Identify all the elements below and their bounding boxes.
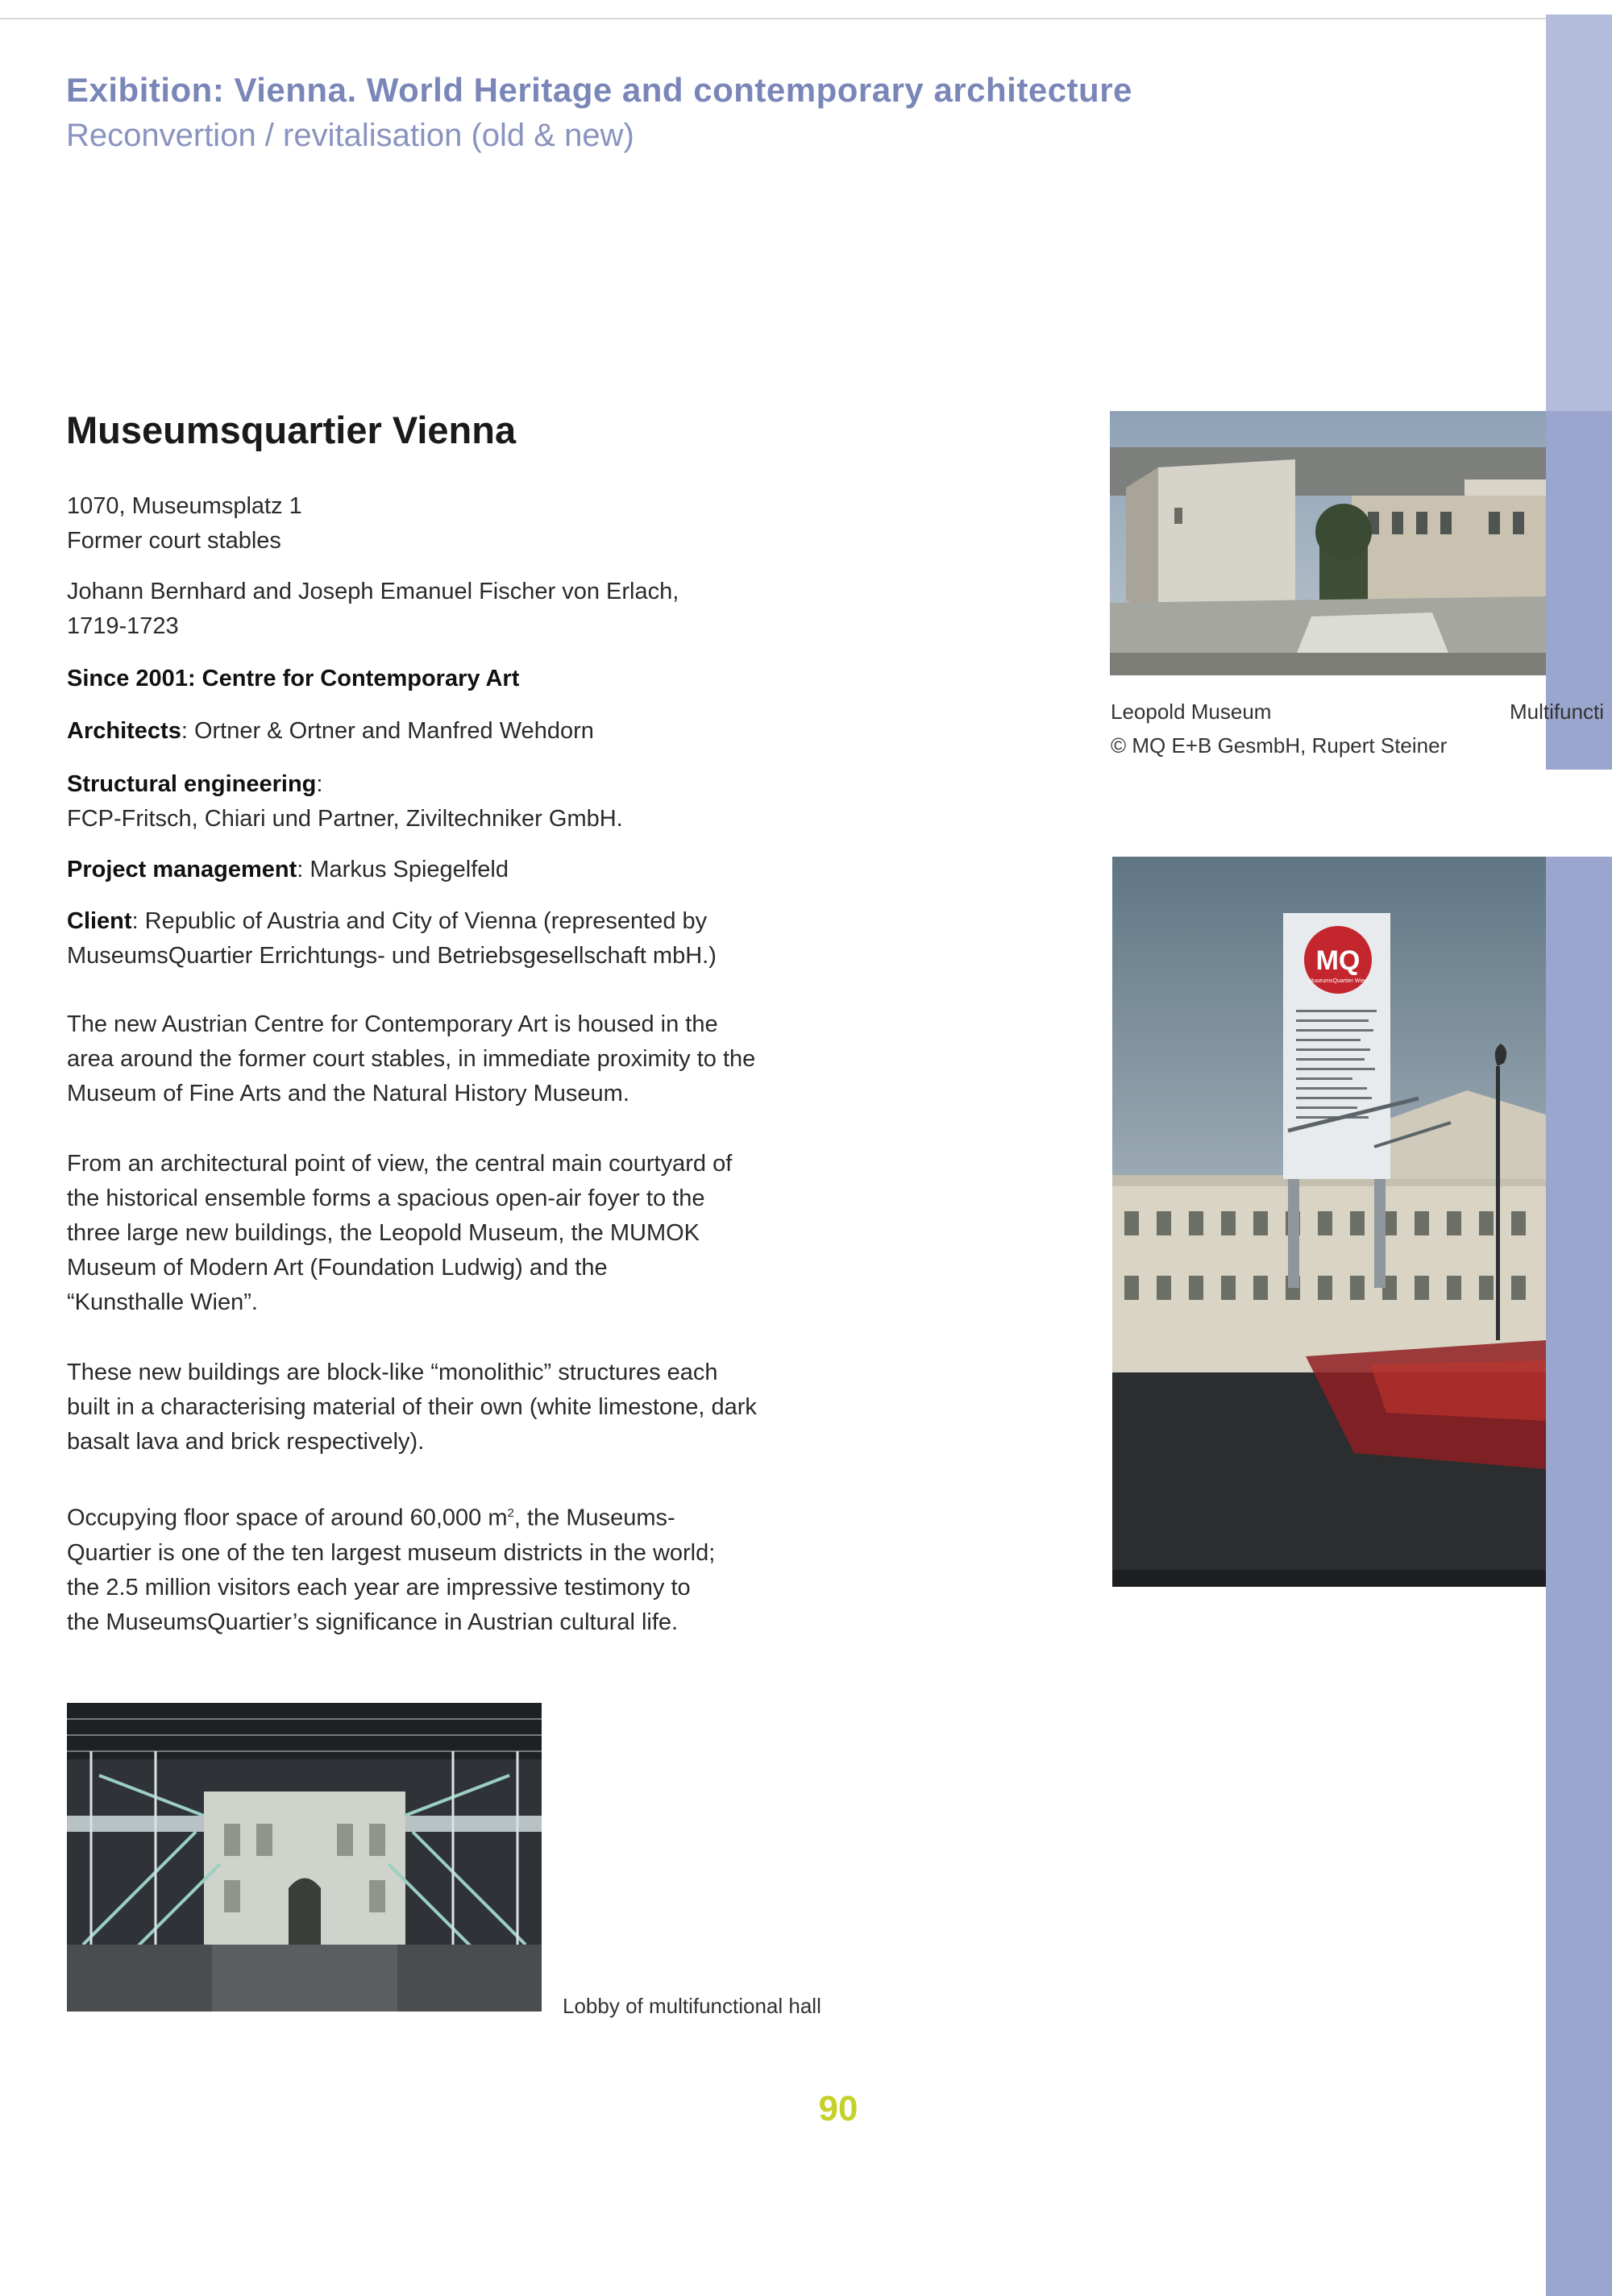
paragraph-line: the historical ensemble forms a spacious open-air foyer to the xyxy=(67,1185,705,1211)
paragraph-4 xyxy=(67,1496,825,1640)
leopold-museum-image xyxy=(1110,411,1546,675)
paragraph-line: Quartier is one of the ten largest museum districts in the world; xyxy=(67,1539,716,1566)
mq-logo-text: MQ xyxy=(1315,945,1361,976)
architects-value: : Ortner & Ortner and Manfred Wehdorn xyxy=(181,718,594,744)
client-block xyxy=(67,904,825,974)
side-stripe-gap xyxy=(1546,770,1612,857)
client-value: : Republic of Austria and City of Vienna (represented by xyxy=(131,908,708,934)
paragraph-line: area around the former court stables, in immediate proximity to the xyxy=(67,1046,756,1072)
lobby-photo xyxy=(67,1703,542,2012)
superscript: 2 xyxy=(507,1506,514,1520)
lobby-caption: Lobby of multifunctional hall xyxy=(563,1994,821,2018)
multifunctional-caption-cut: Multifuncti xyxy=(1510,700,1605,724)
structural-colon: : xyxy=(316,771,323,797)
mq-sign-photo xyxy=(1112,857,1546,1587)
client-value-line2: MuseumsQuartier Errichtungs- und Betriebsgesellschaft mbH.) xyxy=(67,943,717,969)
pm-label: Project management xyxy=(67,857,297,882)
structural-label: Structural engineering xyxy=(67,771,317,797)
mq-sign-image xyxy=(1112,857,1546,1587)
paragraph-line: From an architectural point of view, the central main courtyard of xyxy=(67,1151,733,1177)
project-management-line xyxy=(67,853,825,887)
structural-block xyxy=(67,767,825,837)
address-line: Former court stables xyxy=(67,528,281,554)
side-color-stripe-upper xyxy=(1546,15,1612,411)
paragraph-line: These new buildings are block-like “monolithic” structures each xyxy=(67,1360,718,1385)
architects-label: Architects xyxy=(67,718,181,744)
paragraph-text: Occupying floor space of around 60,000 m xyxy=(67,1505,508,1531)
leopold-caption-line2: © MQ E+B GesmbH, Rupert Steiner xyxy=(1111,733,1448,758)
address-line: 1070, Museumsplatz 1 xyxy=(67,493,302,519)
paragraph-line: Museum of Modern Art (Foundation Ludwig) and the xyxy=(67,1255,608,1281)
paragraph-line: built in a characterising material of their own (white limestone, dark xyxy=(67,1394,757,1420)
address-block xyxy=(67,489,825,558)
paragraph-1 xyxy=(67,1007,825,1111)
mq-logo-subtext: MuseumsQuartier Wien xyxy=(1308,978,1368,984)
paragraph-line: the 2.5 million visitors each year are impressive testimony to xyxy=(67,1574,691,1601)
pm-value: : Markus Spiegelfeld xyxy=(297,857,509,882)
leopold-caption-line1: Leopold Museum xyxy=(1111,700,1272,724)
builders-line: 1719-1723 xyxy=(67,613,179,639)
paragraph-text: , the Museums- xyxy=(513,1505,675,1531)
since-line: Since 2001: Centre for Contemporary Art xyxy=(67,666,520,691)
paragraph-line: “Kunsthalle Wien”. xyxy=(67,1289,258,1315)
page-title: Museumsquartier Vienna xyxy=(66,409,517,451)
builders-block xyxy=(67,575,825,644)
paragraph-2 xyxy=(67,1147,825,1320)
exhibition-title: Exibition: Vienna. World Heritage and contemporary architecture xyxy=(66,71,1132,109)
structural-value: FCP-Fritsch, Chiari und Partner, Ziviltechniker GmbH. xyxy=(67,806,623,832)
paragraph-line: basalt lava and brick respectively). xyxy=(67,1429,425,1455)
paragraph-line: three large new buildings, the Leopold Museum, the MUMOK xyxy=(67,1220,700,1246)
paragraph-line: Museum of Fine Arts and the Natural History Museum. xyxy=(67,1081,629,1106)
exhibition-subtitle: Reconvertion / revitalisation (old & new) xyxy=(66,118,634,153)
paragraph-line: the MuseumsQuartier’s significance in Austrian cultural life. xyxy=(67,1609,679,1635)
page-number: 90 xyxy=(818,2089,858,2128)
lobby-image xyxy=(67,1703,542,2012)
client-label: Client xyxy=(67,908,132,934)
leopold-museum-photo xyxy=(1110,411,1546,675)
top-rule xyxy=(0,18,1548,19)
paragraph-3 xyxy=(67,1356,825,1459)
paragraph-line: The new Austrian Centre for Contemporary Art is housed in the xyxy=(67,1011,718,1037)
builders-line: Johann Bernhard and Joseph Emanuel Fischer von Erlach, xyxy=(67,579,679,604)
architects-line xyxy=(67,714,825,749)
